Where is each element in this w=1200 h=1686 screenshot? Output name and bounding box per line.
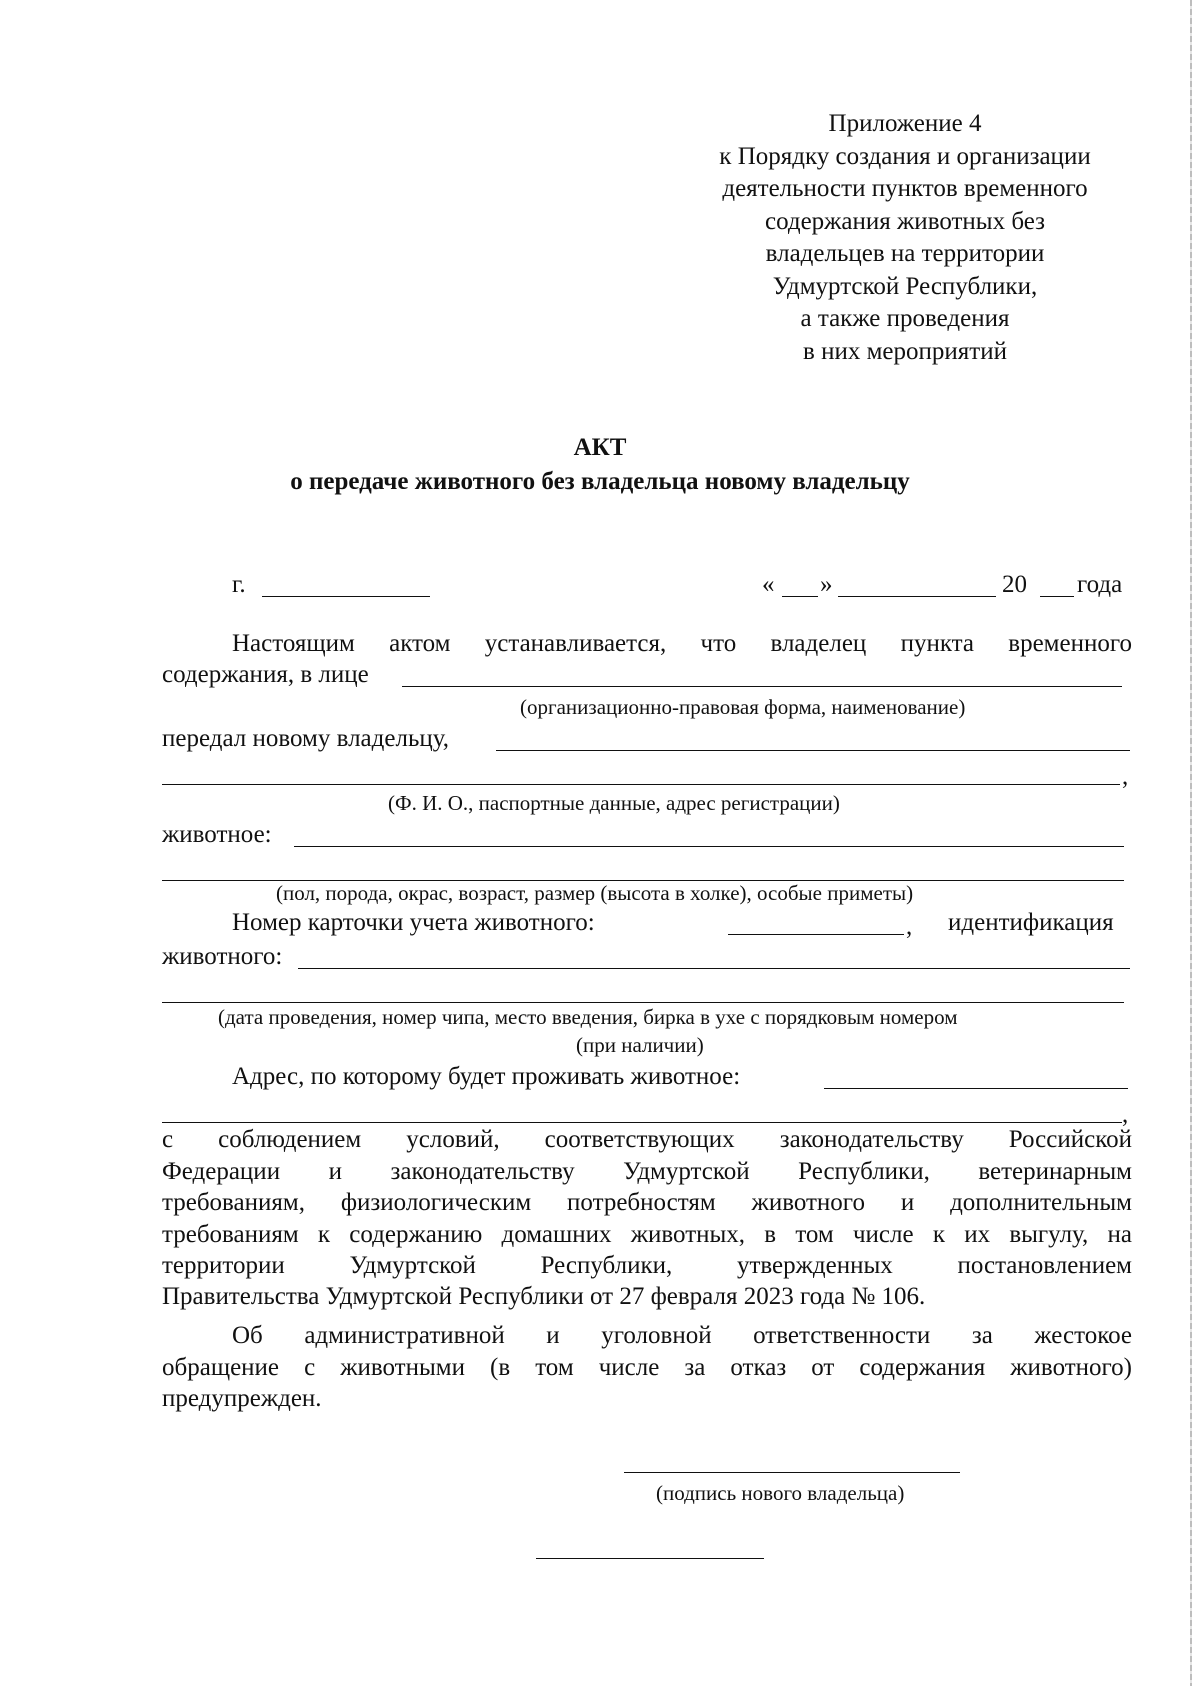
appendix-block (690, 108, 1120, 368)
hint-person: (Ф. И. О., паспортные данные, адрес регистрации) (388, 791, 840, 815)
warning-last-line: предупрежден. (162, 1385, 322, 1412)
year-suffix: года (1077, 571, 1123, 598)
appendix-line: содержания животных без (764, 207, 1046, 235)
page-edge (1190, 0, 1192, 1686)
closing-line (536, 1558, 764, 1559)
intro-line-2: содержания, в лице (162, 661, 369, 688)
conditions-last-line: Правительства Удмуртской Республики от 27 февраля 2023 года № 106. (162, 1283, 926, 1310)
comma: , (906, 913, 913, 940)
conditions-line: требованиям, физиологическим потребностям животного и дополнительным (162, 1189, 1132, 1217)
address-label: Адрес, по которому будет проживать животное: (232, 1063, 741, 1090)
conditions-line: с соблюдением условий, соответствующих законодательству Российской (162, 1126, 1132, 1153)
hint-identification-2: (при наличии) (576, 1033, 704, 1057)
new-owner-field[interactable] (496, 750, 1130, 751)
hint-identification-1: (дата проведения, номер чипа, место введения, бирка в ухе с порядковым номером (218, 1005, 958, 1029)
conditions-line: требованиям к содержанию домашних животных, в том числе к их выгулу, на (162, 1220, 1132, 1248)
year-prefix: 20 (1002, 571, 1027, 598)
month-field[interactable] (838, 596, 996, 597)
transfer-label: передал новому владельцу, (162, 725, 449, 752)
signature-field[interactable] (624, 1472, 960, 1473)
hint-signature: (подпись нового владельца) (656, 1481, 905, 1505)
warning-line: Об административной и уголовной ответственности за жестокое (232, 1322, 1132, 1349)
animal-identification-label: животного: (162, 943, 283, 970)
new-owner-field-2[interactable] (162, 784, 1120, 785)
appendix-line: к Порядку создания и организации (719, 142, 1091, 170)
city-field[interactable] (262, 596, 430, 597)
identification-field-2[interactable] (162, 1002, 1124, 1003)
appendix-line: владельцев на территории (765, 240, 1045, 267)
comma: , (1122, 763, 1129, 790)
conditions-line: территории Удмуртской Республики, утвержденных постановлением (162, 1252, 1132, 1280)
intro-line-1: Настоящим актом устанавливается, что владелец пункта временного (232, 630, 1132, 657)
conditions-line: Федерации и законодательству Удмуртской Республики, ветеринарным (162, 1157, 1132, 1185)
day-field[interactable] (782, 596, 818, 597)
appendix-line: Приложение 4 (828, 110, 982, 137)
open-quote: « (762, 571, 775, 598)
appendix-line: а также проведения (800, 305, 1010, 332)
animal-field[interactable] (294, 846, 1124, 847)
year-field[interactable] (1040, 596, 1074, 597)
card-label: Номер карточки учета животного: (232, 909, 595, 936)
document-title: АКТ (573, 434, 627, 461)
appendix-line: деятельности пунктов временного (722, 175, 1088, 202)
card-number-field[interactable] (728, 934, 904, 935)
address-field[interactable] (824, 1088, 1128, 1089)
appendix-line: в них мероприятий (803, 337, 1007, 365)
organization-field[interactable] (402, 686, 1122, 687)
animal-label: животное: (162, 821, 272, 848)
appendix-line: Удмуртской Республики, (772, 272, 1038, 300)
identification-field[interactable] (298, 968, 1130, 969)
comma: , (1122, 1101, 1129, 1128)
hint-animal: (пол, порода, окрас, возраст, размер (высота в холке), особые приметы) (276, 881, 914, 905)
warning-line: обращение с животными (в том числе за отказ от содержания животного) (162, 1354, 1132, 1381)
city-prefix: г. (232, 571, 246, 598)
document-subtitle: о передаче животного без владельца новому владельцу (290, 468, 910, 495)
close-quote: » (820, 571, 833, 598)
address-field-2[interactable] (162, 1122, 1122, 1123)
hint-organization: (организационно-правовая форма, наименование) (520, 695, 966, 719)
identification-label: идентификация (948, 909, 1114, 936)
